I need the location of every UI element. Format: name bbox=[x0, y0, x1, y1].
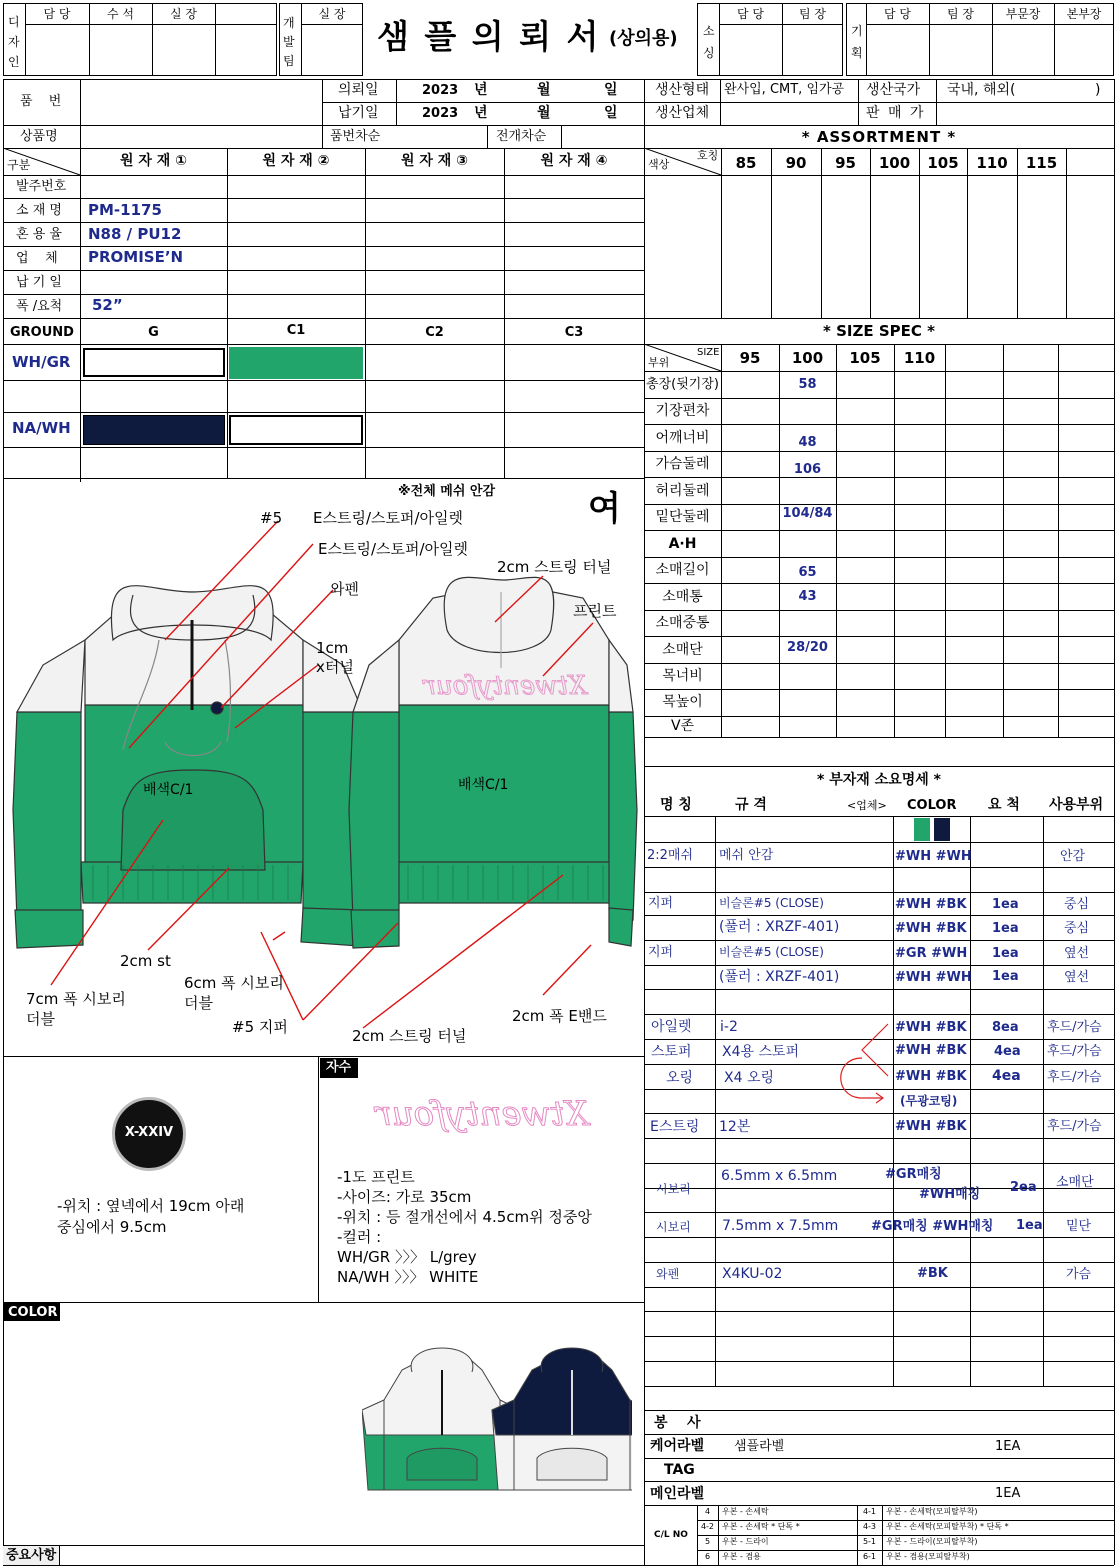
approver-col-2: 수 석 bbox=[107, 7, 134, 21]
spec-row-label: V존 bbox=[670, 718, 695, 734]
trim-name: 시보리 bbox=[656, 1182, 691, 1196]
cl-no-label: C/L NO bbox=[654, 1530, 688, 1540]
cl-desc: 우본 - 손세탁(모피탈부착) * 단독 * bbox=[886, 1522, 1009, 1531]
trim-spec: (풀러 : XRZF-401) bbox=[719, 969, 840, 985]
trims-header-name: 명 칭 bbox=[660, 797, 692, 813]
trim-qty: 1ea bbox=[992, 946, 1019, 961]
delivery-year-unit: 년 bbox=[474, 105, 488, 121]
spec-row-label: 허리둘레 bbox=[655, 483, 710, 499]
trim-color: #WH #BK bbox=[895, 1020, 967, 1035]
spec-row-label: 밑단둘레 bbox=[655, 509, 710, 525]
planning-label: 기획 bbox=[851, 24, 863, 60]
material-header-2: 원 자 재 ② bbox=[262, 153, 330, 169]
trims-header-usage: 사용부위 bbox=[1049, 797, 1104, 813]
page-subtitle: (상의용) bbox=[609, 28, 678, 49]
trim-spec: X4 오링 bbox=[724, 1070, 774, 1086]
cl-num: 4 bbox=[704, 1507, 711, 1516]
cl-num: 5-1 bbox=[862, 1537, 877, 1546]
trims-title: * 부자재 소요명세 * bbox=[817, 772, 941, 788]
bracket-annotation bbox=[830, 1020, 900, 1110]
trim-color: #WH #BK bbox=[895, 1069, 967, 1084]
spec-row-label: 소매통 bbox=[662, 589, 703, 605]
ground-label: GROUND bbox=[10, 325, 74, 340]
trim-qty: 8ea bbox=[992, 1020, 1019, 1035]
delivery-month-unit: 월 bbox=[537, 105, 551, 121]
spec-row-value: 104/84 bbox=[782, 506, 833, 521]
trims-header-color: COLOR bbox=[907, 798, 957, 813]
spec-row-label: 소매단 bbox=[662, 642, 703, 658]
trim-color: (무광코팅) bbox=[900, 1094, 958, 1108]
trim-name: 오링 bbox=[666, 1070, 694, 1086]
material-row-value: 52” bbox=[92, 296, 123, 314]
embroidery-print: Xtwentyfour bbox=[375, 1094, 589, 1134]
trim-color: #WH #BK bbox=[895, 1043, 967, 1058]
trim-usage: 후드/가슴 bbox=[1047, 1119, 1102, 1134]
ground-col-g: G bbox=[148, 325, 159, 340]
notes-label: 중요사항 bbox=[6, 1548, 57, 1563]
request-day-unit: 일 bbox=[604, 82, 618, 98]
sourcing-label: 소싱 bbox=[703, 24, 715, 60]
trim-name: 스토퍼 bbox=[651, 1044, 692, 1060]
delivery-date-label: 납기일 bbox=[338, 105, 379, 121]
trims-swatch-navy bbox=[934, 818, 950, 841]
patch-position-2: 중심에서 9.5cm bbox=[57, 1218, 167, 1236]
trim-spec: 12본 bbox=[719, 1119, 751, 1135]
page-title: 샘 플 의 뢰 서 bbox=[377, 17, 601, 56]
assortment-size: 85 bbox=[735, 154, 757, 172]
trim-qty: 4ea bbox=[992, 1068, 1021, 1084]
callout-6: 프린트 bbox=[573, 602, 617, 620]
sourcing-col-2: 팀 장 bbox=[799, 7, 826, 21]
production-country-value: 국내, 해외( bbox=[947, 82, 1016, 98]
size-spec-part-label: 부위 bbox=[648, 356, 670, 369]
callout-3: 와펜 bbox=[330, 580, 359, 598]
colorway-wh-gr: WH/GR bbox=[12, 353, 71, 371]
delivery-year: 2023 bbox=[422, 106, 459, 121]
spec-size: 100 bbox=[791, 349, 824, 367]
main-qty: 1EA bbox=[995, 1486, 1021, 1501]
trim-spec: 비슬론#5 (CLOSE) bbox=[719, 896, 824, 910]
trim-usage: 후드/가슴 bbox=[1047, 1044, 1102, 1059]
back-print-text: Xtwentyfour bbox=[423, 671, 587, 701]
material-row-value: N88 / PU12 bbox=[88, 225, 182, 243]
embroidery-line: -컬러 : bbox=[337, 1228, 382, 1246]
spec-row-value: 43 bbox=[798, 589, 817, 604]
trims-swatch-green bbox=[914, 818, 930, 841]
approver-col-3: 실 장 bbox=[170, 7, 197, 21]
trim-color: #GR매칭 bbox=[885, 1167, 942, 1182]
cl-desc: 우본 - 손세탁 * 단독 * bbox=[722, 1522, 800, 1531]
trim-spec: 6.5mm x 6.5mm bbox=[721, 1168, 838, 1184]
color-label: COLOR bbox=[8, 1305, 58, 1320]
trim-qty: 1ea bbox=[1016, 1218, 1043, 1233]
trim-usage: 후드/가슴 bbox=[1047, 1070, 1102, 1085]
trim-color-2: #WH매칭 bbox=[919, 1187, 981, 1202]
front-hoodie bbox=[13, 586, 367, 948]
assortment-size: 110 bbox=[976, 154, 1008, 172]
trim-color: #BK bbox=[917, 1266, 948, 1281]
spec-row-value: 106 bbox=[793, 462, 822, 477]
cl-num: 5 bbox=[704, 1537, 711, 1546]
embroidery-label: 자수 bbox=[326, 1060, 352, 1075]
back-hoodie bbox=[349, 577, 637, 948]
back-body-color-label: 배색C/1 bbox=[458, 777, 509, 793]
planning-col-3: 부문장 bbox=[1005, 7, 1041, 21]
planning-col-4: 본부장 bbox=[1066, 7, 1102, 21]
trim-color: #WH #WH bbox=[895, 849, 972, 864]
trim-name: 시보리 bbox=[656, 1220, 691, 1234]
cl-num: 6 bbox=[704, 1552, 711, 1561]
trim-color: #WH #BK bbox=[895, 897, 967, 912]
assortment-title: * ASSORTMENT * bbox=[801, 128, 957, 146]
spec-row-label: 기장편차 bbox=[655, 403, 710, 419]
main-label: 메인라벨 bbox=[650, 1486, 705, 1502]
care-qty: 1EA bbox=[995, 1439, 1021, 1454]
care-label: 케어라벨 bbox=[650, 1438, 705, 1454]
assortment-size: 90 bbox=[785, 154, 807, 172]
cl-num: 4-2 bbox=[700, 1522, 715, 1531]
callout-1a: #5 bbox=[260, 509, 283, 527]
production-country-close: ) bbox=[1095, 82, 1101, 98]
trim-color: #GR매칭 #WH매칭 bbox=[871, 1219, 994, 1234]
trim-name: 아일렛 bbox=[651, 1019, 692, 1035]
assortment-size: 100 bbox=[878, 154, 911, 172]
material-header-3: 원 자 재 ③ bbox=[400, 153, 469, 169]
swatch-white-2 bbox=[229, 415, 363, 445]
xxiv-logo-text: X-XXIV bbox=[124, 1125, 174, 1140]
spec-row-label: 소매중통 bbox=[655, 615, 710, 631]
sewing-label: 봉 사 bbox=[654, 1415, 701, 1431]
spec-row-label: 목높이 bbox=[662, 694, 703, 710]
trim-usage: 중심 bbox=[1064, 921, 1090, 936]
trim-qty: 1ea bbox=[992, 969, 1019, 984]
material-header-1: 원 자 재 ① bbox=[119, 153, 188, 169]
callout-1b: E스트링/스토퍼/아일렛 bbox=[313, 509, 463, 527]
trim-name: E스트링 bbox=[650, 1119, 700, 1135]
spec-row-value: 48 bbox=[798, 435, 817, 450]
variant-na-wh bbox=[492, 1348, 632, 1490]
assortment-color-label: 색상 bbox=[648, 158, 670, 171]
assortment-size: 95 bbox=[835, 154, 856, 172]
design-label: 디자인 bbox=[8, 15, 20, 69]
trim-spec: X4용 스토퍼 bbox=[722, 1044, 800, 1060]
trim-usage: 옆선 bbox=[1064, 946, 1090, 961]
item-no-label: 품 번 bbox=[20, 94, 68, 109]
spec-row-label: 소매길이 bbox=[655, 562, 710, 578]
trim-color: #WH #BK bbox=[895, 921, 967, 936]
material-row-label: 납 기 일 bbox=[16, 275, 62, 290]
ground-col-c1: C1 bbox=[286, 323, 306, 338]
embroidery-line: -위치 : 등 절개선에서 4.5cm위 정중앙 bbox=[337, 1208, 592, 1226]
embroidery-line: WH/GR 〉〉〉 L/grey bbox=[337, 1248, 477, 1266]
material-header-4: 원 자 재 ④ bbox=[540, 153, 608, 169]
spec-row-value: 28/20 bbox=[787, 640, 828, 655]
trims-header-qty: 요 척 bbox=[988, 797, 1020, 813]
production-type-value: 완사입, CMT, 임가공 bbox=[724, 82, 845, 97]
trim-usage: 안감 bbox=[1060, 849, 1086, 864]
cl-desc: 우본 - 손세탁 bbox=[722, 1507, 769, 1516]
trim-qty: 1ea bbox=[992, 897, 1019, 912]
trim-usage: 밑단 bbox=[1066, 1219, 1092, 1234]
trim-spec: (풀러 : XRZF-401) bbox=[719, 919, 840, 935]
callout-4a: 1cm bbox=[316, 639, 349, 657]
gender-mark: 여 bbox=[588, 489, 621, 529]
callout-9a: 6cm 폭 시보리 bbox=[184, 974, 284, 992]
item-seq-label: 품번차순 bbox=[330, 129, 381, 144]
product-name-label: 상품명 bbox=[20, 129, 58, 144]
size-spec-title: * SIZE SPEC * bbox=[823, 322, 935, 340]
swatch-navy bbox=[83, 415, 225, 445]
color-variants bbox=[362, 1340, 632, 1500]
trim-usage: 중심 bbox=[1064, 897, 1090, 912]
cl-desc: 우본 - 겸용(모피탈부착) bbox=[886, 1552, 970, 1561]
assortment-size: 105 bbox=[927, 154, 959, 172]
material-row-label: 업 체 bbox=[16, 251, 58, 266]
producer-label: 생산업체 bbox=[655, 105, 710, 121]
trim-name: 지퍼 bbox=[648, 896, 674, 911]
request-year-unit: 년 bbox=[474, 82, 488, 98]
trim-usage: 가슴 bbox=[1066, 1267, 1092, 1282]
trims-header-spec: 규 격 bbox=[735, 797, 767, 813]
spec-row-label: A·H bbox=[668, 536, 697, 552]
trim-spec: 7.5mm x 7.5mm bbox=[722, 1218, 839, 1234]
material-row-label: 소 재 명 bbox=[16, 203, 62, 218]
division-label: 구분 bbox=[7, 158, 31, 172]
trim-color: #WH #BK bbox=[895, 1119, 967, 1134]
embroidery-line: -사이즈: 가로 35cm bbox=[337, 1188, 472, 1206]
spec-size: 105 bbox=[849, 349, 881, 367]
trim-qty: 1ea bbox=[992, 921, 1019, 936]
request-month-unit: 월 bbox=[537, 82, 551, 98]
request-year: 2023 bbox=[422, 83, 459, 98]
spec-row-label: 어깨너비 bbox=[655, 430, 710, 446]
sourcing-col-1: 담 당 bbox=[737, 7, 764, 21]
trim-usage: 소매단 bbox=[1056, 1175, 1094, 1190]
trim-spec: i-2 bbox=[720, 1019, 738, 1035]
trim-name: 지퍼 bbox=[648, 945, 674, 960]
expand-seq-label: 전개차순 bbox=[496, 129, 547, 144]
callout-2: E스트링/스토퍼/아일렛 bbox=[318, 540, 468, 558]
swatch-green bbox=[229, 347, 363, 379]
trim-spec: 비슬론#5 (CLOSE) bbox=[719, 945, 824, 959]
trim-qty: 2ea bbox=[1010, 1180, 1037, 1195]
cl-desc: 우본 - 손세탁(모피탈부착) bbox=[886, 1507, 978, 1516]
cl-desc: 우본 - 겸용 bbox=[722, 1552, 761, 1561]
front-body-color-label: 배색C/1 bbox=[143, 782, 194, 798]
ground-col-c2: C2 bbox=[425, 325, 444, 340]
callout-11: 2cm 스트링 터널 bbox=[352, 1027, 467, 1045]
material-row-value: PM-1175 bbox=[88, 201, 162, 219]
trim-qty: 4ea bbox=[994, 1044, 1021, 1059]
size-spec-size-label: SIZE bbox=[697, 347, 720, 358]
callout-7: 2cm st bbox=[120, 952, 171, 970]
material-row-label: 발주번호 bbox=[16, 179, 67, 194]
spec-size: 110 bbox=[903, 349, 936, 367]
spec-row-value: 65 bbox=[798, 565, 817, 580]
planning-col-2: 팀 장 bbox=[947, 7, 974, 21]
embroidery-line: NA/WH 〉〉〉 WHITE bbox=[337, 1268, 479, 1286]
price-label: 판 매 가 bbox=[866, 105, 926, 121]
ground-col-c3: C3 bbox=[564, 325, 584, 340]
material-row-label: 폭 /요척 bbox=[16, 299, 63, 314]
assortment-size-label: 호칭 bbox=[697, 149, 719, 162]
care-spec: 샘플라벨 bbox=[734, 1439, 785, 1454]
sketch-note: ※전체 메쉬 안감 bbox=[398, 484, 496, 499]
delivery-day-unit: 일 bbox=[604, 105, 618, 121]
colorway-na-wh: NA/WH bbox=[12, 419, 71, 437]
cl-desc: 우본 - 드라이 bbox=[722, 1537, 769, 1546]
cl-num: 6-1 bbox=[862, 1552, 877, 1561]
callout-5: 2cm 스트링 터널 bbox=[497, 558, 612, 576]
callout-8b: 더블 bbox=[26, 1010, 55, 1028]
production-type-label: 생산형태 bbox=[655, 82, 710, 98]
swatch-white bbox=[83, 348, 225, 377]
spec-row-label: 가슴둘레 bbox=[655, 456, 710, 472]
cl-num: 4-3 bbox=[862, 1522, 877, 1531]
trim-color: #GR #WH bbox=[895, 946, 968, 961]
spec-row-label: 목너비 bbox=[662, 668, 703, 684]
spec-row-label: 총장(뒷기장) bbox=[646, 377, 719, 392]
trim-name: 와펜 bbox=[656, 1267, 680, 1281]
planning-col-1: 담 당 bbox=[884, 7, 911, 21]
patch-position-1: -위치 : 옆넥에서 19cm 아래 bbox=[57, 1197, 245, 1215]
assortment-size: 115 bbox=[1025, 154, 1058, 172]
callout-8a: 7cm 폭 시보리 bbox=[26, 990, 126, 1008]
dev-team-label: 개발팀 bbox=[283, 16, 295, 68]
request-date-label: 의뢰일 bbox=[338, 82, 379, 98]
callout-12: 2cm 폭 E밴드 bbox=[512, 1007, 607, 1025]
callout-4b: x터널 bbox=[316, 658, 354, 676]
material-row-value: PROMISE’N bbox=[88, 248, 184, 266]
embroidery-line: -1도 프린트 bbox=[337, 1168, 415, 1186]
spec-size: 95 bbox=[739, 349, 761, 367]
callout-9b: 더블 bbox=[184, 994, 213, 1012]
callout-10: #5 지퍼 bbox=[232, 1018, 288, 1036]
trim-color: #WH #WH bbox=[895, 970, 972, 985]
trim-spec: X4KU-02 bbox=[722, 1266, 783, 1282]
trim-name: 2:2매쉬 bbox=[647, 848, 694, 863]
cl-desc: 우본 - 드라이(모피탈부착) bbox=[886, 1537, 978, 1546]
trim-usage: 옆선 bbox=[1064, 970, 1090, 985]
material-row-label: 혼 용 율 bbox=[16, 227, 62, 242]
tag-label: TAG bbox=[664, 1462, 695, 1478]
production-country-label: 생산국가 bbox=[866, 82, 921, 98]
trims-header-vendor: <업체> bbox=[847, 799, 887, 812]
trim-spec: 메쉬 안감 bbox=[719, 848, 774, 863]
trim-usage: 후드/가슴 bbox=[1047, 1020, 1102, 1035]
cl-num: 4-1 bbox=[862, 1507, 877, 1516]
approver-col-1: 담 당 bbox=[43, 7, 71, 21]
dev-col: 실 장 bbox=[318, 7, 346, 21]
spec-row-value: 58 bbox=[798, 377, 817, 392]
